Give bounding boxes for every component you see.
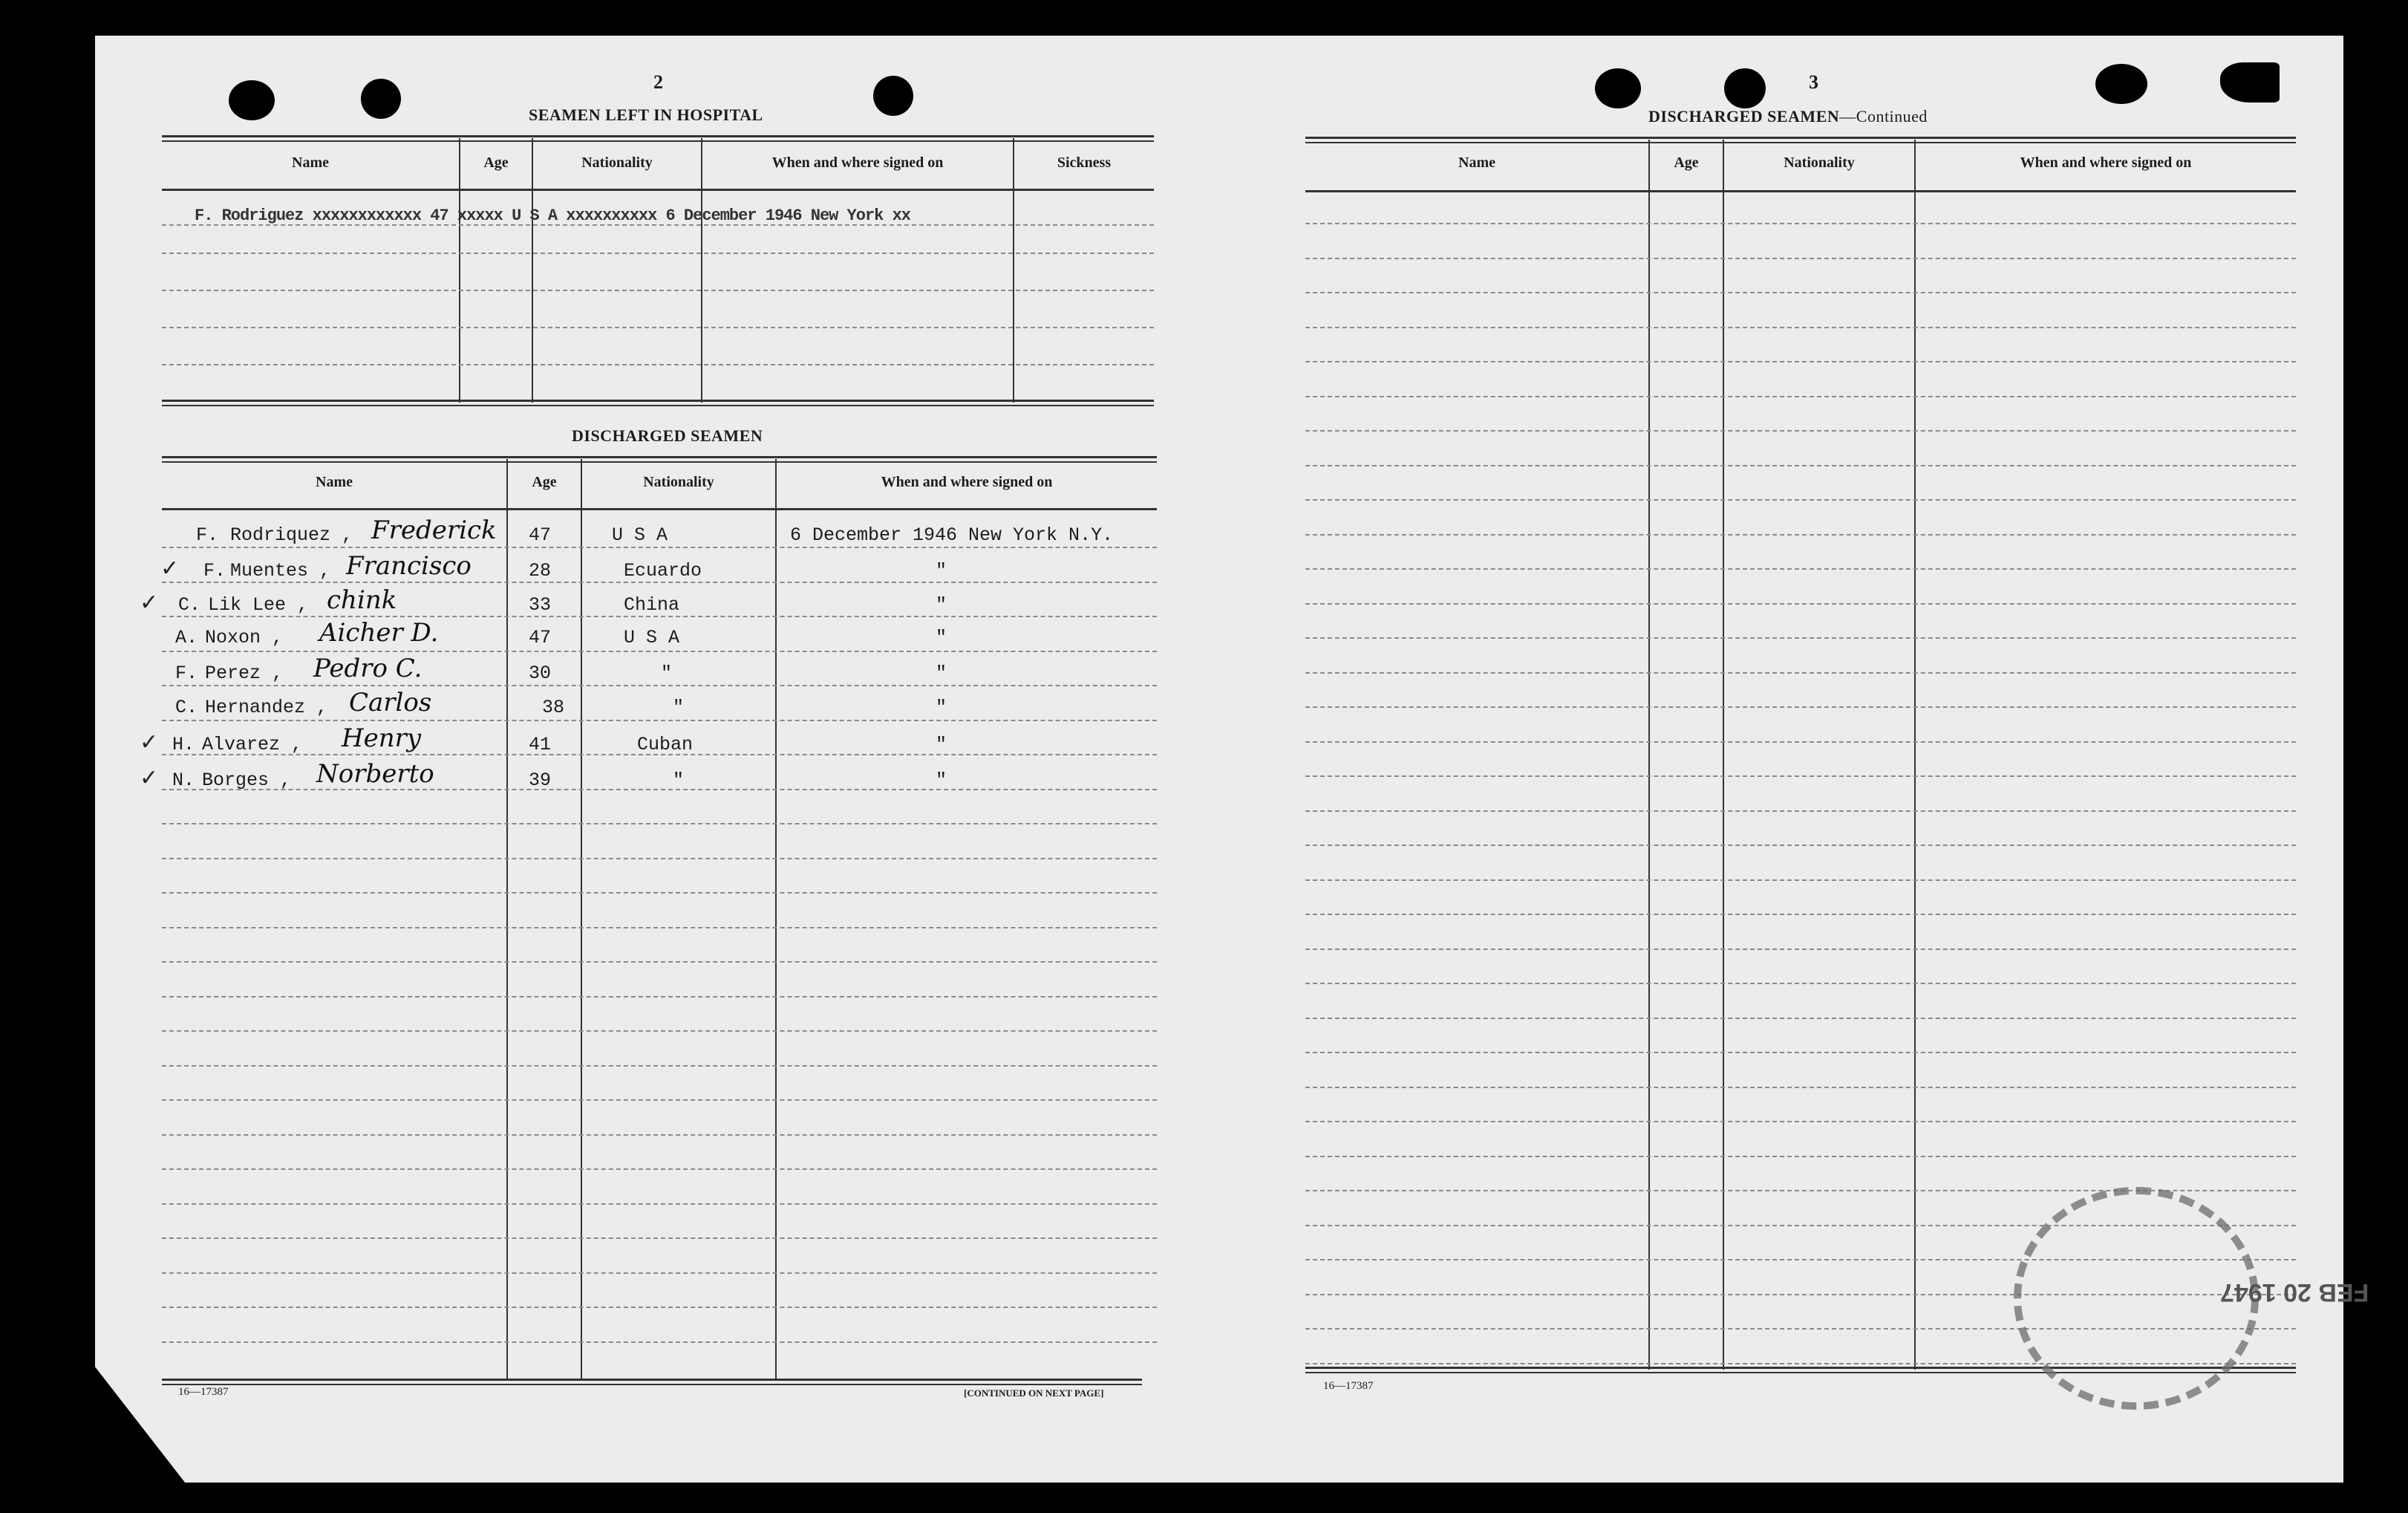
discharged-header-age: Age xyxy=(532,474,557,490)
discharged-col-divider xyxy=(581,459,582,1379)
ruled-line xyxy=(1305,292,2296,293)
ruled-line xyxy=(162,1030,1157,1032)
signed-on-cell: 6 December 1946 New York N.Y. xyxy=(790,524,1114,546)
hospital-row-line xyxy=(162,327,1154,328)
hospital-col-divider xyxy=(532,138,533,403)
name-given-handwritten: Henry xyxy=(342,723,422,753)
hospital-row-line xyxy=(162,364,1154,365)
ruled-line xyxy=(162,651,1157,652)
age-cell: 47 xyxy=(529,627,552,648)
name-surname: Perez , xyxy=(205,663,284,684)
signed-on-cell: " xyxy=(936,594,947,616)
punch-hole xyxy=(2095,64,2147,104)
hospital-col-divider xyxy=(459,138,460,403)
nationality-cell: U S A xyxy=(624,627,680,648)
name-given-handwritten: Norberto xyxy=(316,759,434,789)
name-given-handwritten: Carlos xyxy=(349,688,432,718)
ruled-line xyxy=(1305,361,2296,362)
punch-hole xyxy=(1595,68,1641,108)
right-col-divider xyxy=(1723,140,1724,1370)
hospital-col-divider xyxy=(1013,138,1014,403)
signed-on-cell: " xyxy=(936,627,947,648)
ruled-line xyxy=(1305,223,2296,224)
ruled-line xyxy=(1305,983,2296,984)
right-header-name: Name xyxy=(1458,154,1495,171)
name-given-handwritten: chink xyxy=(327,585,397,615)
ruled-line xyxy=(162,1237,1157,1239)
ruled-line xyxy=(162,720,1157,721)
discharged-col-divider xyxy=(506,459,508,1379)
age-cell: 41 xyxy=(529,734,552,755)
hospital-header-name: Name xyxy=(292,154,329,171)
hospital-top-rule xyxy=(162,135,1154,142)
nationality-cell: " xyxy=(661,663,673,684)
name-surname: Hernandez , xyxy=(205,697,328,718)
ruled-line xyxy=(162,616,1157,617)
age-cell: 47 xyxy=(529,524,552,546)
name-surname: Rodriquez , xyxy=(230,524,353,546)
hospital-header-sickness: Sickness xyxy=(1057,154,1112,171)
ruled-line xyxy=(1305,603,2296,605)
ruled-line xyxy=(1305,1156,2296,1157)
ruled-line xyxy=(1305,672,2296,674)
ruled-line xyxy=(1305,396,2296,397)
ruled-line xyxy=(162,1168,1157,1170)
nationality-cell: " xyxy=(673,697,685,718)
signed-on-cell: " xyxy=(936,663,947,684)
signed-on-cell: " xyxy=(936,697,947,718)
ruled-line xyxy=(1305,879,2296,881)
name-initial: F. xyxy=(196,524,219,546)
right-title-suffix: —Continued xyxy=(1839,107,1928,126)
right-header-nationality: Nationality xyxy=(1784,154,1855,171)
ruled-line xyxy=(162,1272,1157,1274)
ruled-line xyxy=(162,961,1157,963)
ruled-line xyxy=(1305,1052,2296,1053)
name-surname: Muentes , xyxy=(230,560,331,582)
right-header-age: Age xyxy=(1674,154,1699,171)
age-cell: 38 xyxy=(542,697,565,718)
age-cell: 30 xyxy=(529,663,552,684)
check-mark: ✓ xyxy=(160,556,180,582)
ruled-line xyxy=(1305,949,2296,950)
check-mark: ✓ xyxy=(140,765,159,791)
name-initial: A. xyxy=(175,627,198,648)
ruled-line xyxy=(162,1065,1157,1067)
signed-on-cell: " xyxy=(936,734,947,755)
ruled-line xyxy=(1305,810,2296,812)
ruled-line xyxy=(162,1099,1157,1101)
hospital-section-title: SEAMEN LEFT IN HOSPITAL xyxy=(529,105,763,124)
ruled-line xyxy=(1305,914,2296,915)
ruled-line xyxy=(162,1134,1157,1136)
hospital-row-line xyxy=(162,224,1154,226)
name-initial: F. xyxy=(175,663,198,684)
discharged-header-rule xyxy=(162,508,1157,510)
nationality-cell: " xyxy=(673,769,685,791)
punch-hole xyxy=(361,79,401,119)
ruled-line xyxy=(1305,1018,2296,1019)
name-initial: C. xyxy=(178,594,201,616)
ruled-line xyxy=(162,823,1157,824)
name-given-handwritten: Pedro C. xyxy=(313,654,422,683)
hospital-row-line xyxy=(162,253,1154,254)
ruled-line xyxy=(1305,1121,2296,1122)
ruled-line xyxy=(1305,258,2296,259)
hospital-header-signed-on: When and where signed on xyxy=(771,154,944,171)
right-page-number: 3 xyxy=(1809,71,1818,93)
right-header-rule xyxy=(1305,190,2296,192)
ruled-line xyxy=(1305,1087,2296,1088)
name-given-handwritten: Aicher D. xyxy=(319,618,439,648)
signed-on-cell: " xyxy=(936,769,947,791)
check-mark: ✓ xyxy=(140,729,159,755)
nationality-cell: U S A xyxy=(612,524,668,546)
ruled-line xyxy=(1305,465,2296,466)
ruled-line xyxy=(162,892,1157,894)
left-form-number: 16—17387 xyxy=(178,1386,229,1398)
discharged-top-rule xyxy=(162,456,1157,463)
name-surname: Lik Lee , xyxy=(208,594,309,616)
name-given-handwritten: Francisco xyxy=(346,551,472,581)
hospital-header-nationality: Nationality xyxy=(581,154,653,171)
ruled-line xyxy=(1305,534,2296,536)
check-mark: ✓ xyxy=(140,590,159,616)
name-given-handwritten: Frederick xyxy=(371,515,497,545)
hospital-struck-entry: F. Rodriguez xxxxxxxxxxxx 47 xxxxx U S A xxxxxxxxxx 6 December 1946 New York xx xyxy=(195,206,910,225)
ruled-line xyxy=(162,1307,1157,1308)
right-section-title xyxy=(1648,107,1928,126)
nationality-cell: Cuban xyxy=(637,734,694,755)
ruled-line xyxy=(1305,568,2296,570)
nationality-cell: Ecuardo xyxy=(624,560,702,582)
age-cell: 39 xyxy=(529,769,552,791)
ruled-line xyxy=(1305,845,2296,846)
punch-hole xyxy=(1724,68,1766,108)
left-page-number: 2 xyxy=(653,71,663,93)
age-cell: 28 xyxy=(529,560,552,582)
age-cell: 33 xyxy=(529,594,552,616)
ruled-line xyxy=(1305,706,2296,708)
name-initial: N. xyxy=(172,769,195,791)
name-surname: Noxon , xyxy=(205,627,284,648)
ruled-line xyxy=(1305,499,2296,501)
ruled-line xyxy=(1305,430,2296,432)
discharged-header-nationality: Nationality xyxy=(643,474,714,490)
hospital-row-line xyxy=(162,290,1154,291)
right-header-signed-on: When and where signed on xyxy=(2020,154,2192,171)
right-form-number: 16—17387 xyxy=(1323,1380,1374,1392)
ruled-line xyxy=(1305,637,2296,639)
punch-hole xyxy=(229,80,275,120)
ruled-line xyxy=(162,996,1157,998)
right-top-rule xyxy=(1305,137,2296,143)
ruled-line xyxy=(1305,327,2296,328)
hospital-col-divider xyxy=(701,138,702,403)
discharged-section-title: DISCHARGED SEAMEN xyxy=(572,426,763,445)
discharged-header-signed-on: When and where signed on xyxy=(881,474,1053,490)
discharged-col-divider xyxy=(775,459,777,1379)
signed-on-cell: " xyxy=(936,560,947,582)
name-initial: F. xyxy=(203,560,226,582)
discharged-header-name: Name xyxy=(316,474,353,490)
ruled-line xyxy=(162,547,1157,548)
ruled-line xyxy=(1305,775,2296,777)
nationality-cell: China xyxy=(624,594,680,616)
ruled-line xyxy=(162,685,1157,686)
name-surname: Borges , xyxy=(202,769,292,791)
ruled-line xyxy=(162,1203,1157,1205)
right-col-divider xyxy=(1914,140,1916,1370)
right-title-main: DISCHARGED SEAMEN xyxy=(1648,107,1840,126)
name-surname: Alvarez , xyxy=(202,734,303,755)
hospital-header-rule xyxy=(162,189,1154,191)
punch-hole xyxy=(873,76,913,116)
continued-note: [CONTINUED ON NEXT PAGE] xyxy=(964,1387,1104,1399)
ruled-line xyxy=(162,1341,1157,1343)
ruled-line xyxy=(162,858,1157,859)
ruled-line xyxy=(162,789,1157,790)
hospital-bottom-rule xyxy=(162,400,1154,406)
hospital-header-age: Age xyxy=(483,154,509,171)
right-col-divider xyxy=(1648,140,1650,1370)
ruled-line xyxy=(162,927,1157,928)
name-initial: H. xyxy=(172,734,195,755)
discharged-bottom-rule xyxy=(162,1379,1142,1385)
name-initial: C. xyxy=(175,697,198,718)
ruled-line xyxy=(1305,741,2296,743)
punch-hole xyxy=(2220,62,2280,103)
stamp-date: FEB 20 1947 xyxy=(2220,1278,2369,1307)
